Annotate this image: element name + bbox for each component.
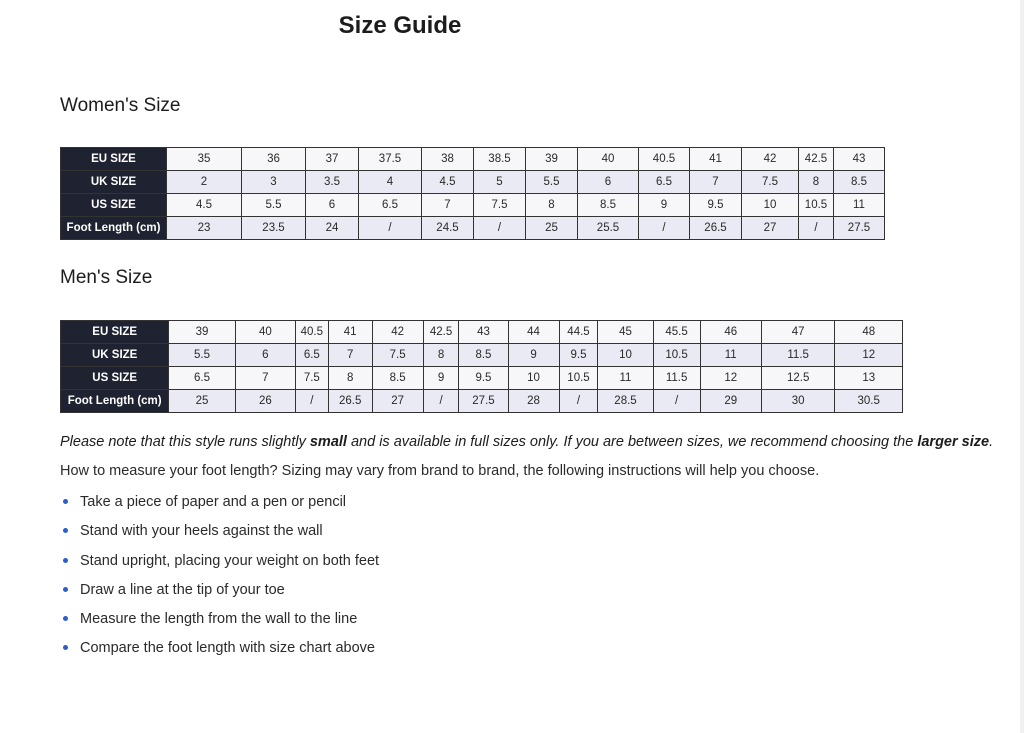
bullet-icon [63,616,68,621]
table-cell: 5.5 [526,171,578,194]
table-cell: 7 [235,367,295,390]
table-cell: 40.5 [639,148,690,171]
list-item [60,489,379,518]
page-title: Size Guide [338,12,462,39]
row-header: Foot Length (cm) [61,390,169,413]
row-header: Foot Length (cm) [61,217,167,240]
table-cell: 6.5 [169,367,235,390]
table-cell: 2 [167,171,242,194]
table-cell: 37 [306,148,359,171]
table-row [61,194,885,217]
table-cell: 5.5 [242,194,306,217]
mens-size-heading: Men's Size [60,267,153,288]
table-cell: 42.5 [799,148,834,171]
table-cell: 9.5 [690,194,742,217]
list-item [60,548,379,577]
bullet-icon [63,645,68,650]
table-cell: / [653,390,700,413]
row-header: EU SIZE [61,321,169,344]
table-cell: 35 [167,148,242,171]
row-header: UK SIZE [61,171,167,194]
table-cell: 5.5 [169,344,235,367]
table-cell: 41 [690,148,742,171]
step-text: Measure the length from the wall to the line [80,611,358,628]
table-cell: 6.5 [296,344,329,367]
bullet-icon [63,528,68,533]
table-cell: 27 [742,217,799,240]
table-cell: / [474,217,526,240]
table-cell: 7 [690,171,742,194]
table-cell: 47 [761,321,835,344]
table-cell: 43 [459,321,508,344]
table-cell: 9 [508,344,559,367]
table-cell: 42 [742,148,799,171]
table-cell: 8.5 [834,171,885,194]
table-cell: 10.5 [559,367,598,390]
row-header: UK SIZE [61,344,169,367]
table-cell: 37.5 [359,148,422,171]
table-cell: 42.5 [423,321,459,344]
fit-note-text-1: Please note that this style runs slightly [60,434,310,450]
table-cell: 40.5 [296,321,329,344]
table-cell: 11.5 [761,344,835,367]
table-cell: 44 [508,321,559,344]
table-cell: 9 [639,194,690,217]
table-cell: 44.5 [559,321,598,344]
step-text: Compare the foot length with size chart above [80,640,375,657]
table-cell: 27.5 [834,217,885,240]
table-cell: 13 [835,367,903,390]
table-cell: 11 [598,367,653,390]
table-cell: 25 [526,217,578,240]
table-cell: 8 [526,194,578,217]
table-cell: 9 [423,367,459,390]
table-cell: 46 [700,321,761,344]
table-cell: 3 [242,171,306,194]
table-cell: 8.5 [372,367,423,390]
table-cell: 8 [423,344,459,367]
table-cell: 6 [235,344,295,367]
womens-size-table [60,147,885,240]
table-cell: 12 [835,344,903,367]
table-cell: 10 [508,367,559,390]
table-cell: 11 [700,344,761,367]
table-cell: 25 [169,390,235,413]
table-cell: 8 [328,367,372,390]
table-cell: 23.5 [242,217,306,240]
table-cell: / [359,217,422,240]
table-cell: 6.5 [359,194,422,217]
step-text: Draw a line at the tip of your toe [80,581,285,598]
fit-note-small: small [309,434,347,450]
table-cell: / [639,217,690,240]
table-cell: 3.5 [306,171,359,194]
table-cell: 9.5 [459,367,508,390]
table-cell: 9.5 [559,344,598,367]
table-cell: 45 [598,321,653,344]
table-cell: 7 [422,194,474,217]
step-text: Take a piece of paper and a pen or pencil [80,494,347,510]
row-header: EU SIZE [61,148,167,171]
table-cell: 26.5 [690,217,742,240]
table-cell: 40 [578,148,639,171]
table-cell: 4.5 [167,194,242,217]
table-cell: 8.5 [459,344,508,367]
mens-size-table [60,320,903,413]
table-cell: 10.5 [799,194,834,217]
table-cell: 11.5 [653,367,700,390]
table-cell: 26.5 [328,390,372,413]
table-cell: 24 [306,217,359,240]
table-cell: 28 [508,390,559,413]
table-cell: 23 [167,217,242,240]
table-cell: 26 [235,390,295,413]
table-cell: 36 [242,148,306,171]
fit-note-text-3: . [989,434,994,450]
bullet-icon [63,558,68,563]
table-cell: 48 [835,321,903,344]
table-cell: 39 [526,148,578,171]
table-cell: 8.5 [578,194,639,217]
step-text: Stand upright, placing your weight on both feet [80,552,380,569]
list-item [60,606,379,635]
list-item [60,635,379,664]
table-cell: 7.5 [296,367,329,390]
table-row [61,171,885,194]
fit-note-text-2: and is available in full sizes only. If you are between sizes, we recommend choosing the [346,434,918,450]
table-cell: 39 [169,321,235,344]
row-header: US SIZE [61,194,167,217]
table-cell: 42 [372,321,423,344]
table-cell: 4 [359,171,422,194]
table-cell: 12 [700,367,761,390]
table-cell: 43 [834,148,885,171]
table-cell: 27 [372,390,423,413]
fit-note-larger-size: larger size [917,434,990,450]
table-cell: 45.5 [653,321,700,344]
table-cell: 10 [742,194,799,217]
table-cell: 11 [834,194,885,217]
bullet-icon [63,587,68,592]
measure-steps-list [60,489,379,665]
list-item [60,518,379,547]
table-cell: 41 [328,321,372,344]
table-cell: 7.5 [474,194,526,217]
page-scrollbar[interactable] [1020,0,1024,733]
table-cell: 12.5 [761,367,835,390]
table-cell: / [423,390,459,413]
table-cell: 30.5 [835,390,903,413]
table-cell: 7.5 [742,171,799,194]
measure-intro: How to measure your foot length? Sizing may vary from brand to brand, the following instructions will help you choose. [60,463,820,479]
table-cell: 40 [235,321,295,344]
table-cell: 38.5 [474,148,526,171]
table-row [61,217,885,240]
fit-note [60,434,993,450]
table-cell: 6 [306,194,359,217]
table-cell: 10 [598,344,653,367]
table-row [61,321,903,344]
table-cell: 10.5 [653,344,700,367]
table-cell: / [296,390,329,413]
table-cell: 30 [761,390,835,413]
table-cell: / [559,390,598,413]
table-cell: 8 [799,171,834,194]
table-row [61,367,903,390]
table-cell: 7 [328,344,372,367]
list-item [60,577,379,606]
table-cell: 6 [578,171,639,194]
bullet-icon [63,499,68,504]
table-cell: 38 [422,148,474,171]
womens-size-heading: Women's Size [60,95,181,116]
table-cell: 6.5 [639,171,690,194]
table-row [61,344,903,367]
table-cell: 7.5 [372,344,423,367]
table-cell: 24.5 [422,217,474,240]
table-cell: 5 [474,171,526,194]
step-text: Stand with your heels against the wall [80,523,323,540]
table-row [61,148,885,171]
row-header: US SIZE [61,367,169,390]
table-cell: 29 [700,390,761,413]
table-row [61,390,903,413]
table-cell: 27.5 [459,390,508,413]
table-cell: / [799,217,834,240]
table-cell: 28.5 [598,390,653,413]
table-cell: 25.5 [578,217,639,240]
table-cell: 4.5 [422,171,474,194]
